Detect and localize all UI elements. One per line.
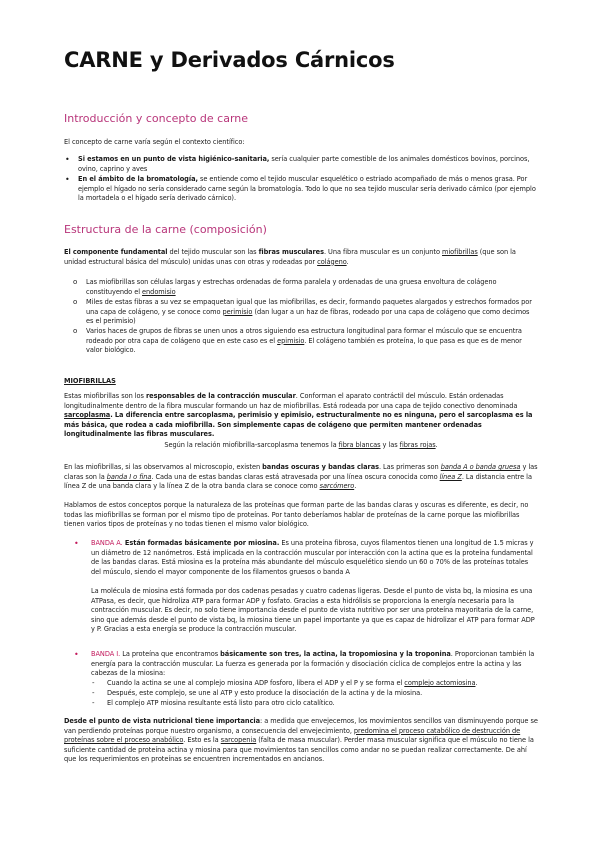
heading-introduccion: Introducción y concepto de carne xyxy=(64,112,249,125)
bullet-icon: • xyxy=(65,175,70,184)
circle-bullet-icon: o xyxy=(73,327,78,335)
subitem-ciclo: El complejo ATP miosina resultante está listo para otro ciclo catalítico. xyxy=(107,699,335,707)
item-banda-a: BANDA A. Están formadas básicamente por miosina. Es una proteína fibrosa, cuyos filamentos tienen una longitud de 1.5 micras y un diámetro de 12 nanómetros. Está implicada en la contracción muscular por interacción con la actina que es la proteína fundamental de las bandas claras. Está miosina es la proteína más abundante del músculo esquelético siendo un 60 o 70% de las proteínas totales del músculo, siendo el mayor componente de los filamentos gruesos o banda A xyxy=(91,539,534,576)
paragraph-nutricional: Desde el punto de vista nutricional tiene importancia: a medida que envejecemos, los movimientos sencillos van disminuyendo porque se van perdiendo proteínas porque nuestro organismo, a consecuencia del envejecimiento, predomina el proceso catabólico de destrucción de proteínas sobre el proceso anabólico. Esto es la sarcopenia (falta de masa muscular). Perder masa muscular significa que el músculo no tiene la suficiente cantidad de proteína actina y miosina para que movimientos tan sencillos como andar no se puedan realizar correctamente. De ahí que los requerimientos en proteínas se encuentren incrementados en ancianos. xyxy=(64,717,538,764)
paragraph-fibras-tipos: Según la relación miofibrilla-sarcoplasma tenemos la fibra blancas y las fibras rojas. xyxy=(164,441,438,449)
paragraph-proteinas: Hablamos de estos conceptos porque la naturaleza de las proteínas que forman parte de las bandas claras y oscuras es diferente, es decir, no todas las miofibrillas se forman por el mismo tipo de proteínas. Por tanto deberíamos hablar de proteínas de la carne porque las miofibrillas tienen varios tipos de proteínas y no todas tienen el mismo valor biológico. xyxy=(64,501,529,529)
dash-bullet-icon: - xyxy=(92,679,95,687)
bullet-bromatologia: En el ámbito de la bromatología, se entiende como el tejido muscular esquelético o estriado acompañado de más o menos grasa. Por ejemplo el hígado no sería considerado carne según la bromatología. Todo lo que no sea tejido muscular sería derivado cárnico (por ejemplo la mortadela o el hígado sería derivado cárnico). xyxy=(78,175,536,203)
dash-bullet-icon: - xyxy=(92,699,95,707)
circle-bullet-icon: o xyxy=(73,278,78,286)
subitem-epimisio: Varios haces de grupos de fibras se unen unos a otros siguiendo esa estructura longitudinal para formar el músculo que se encuentra rodeado por otra capa de colágeno que en este caso es el epimisio. El colágeno también es proteína, lo que pasa es que es de menor valor biológico. xyxy=(86,327,522,355)
heading-estructura: Estructura de la carne (composición) xyxy=(64,223,267,236)
bullet-higienico: Si estamos en un punto de vista higiénico-sanitaria, sería cualquier parte comestible de los animales domésticos bovinos, porcinos, ovino, caprino y aves xyxy=(78,155,530,173)
intro-text: El concepto de carne varía según el contexto científico: xyxy=(64,138,245,146)
dash-bullet-icon: - xyxy=(92,689,95,697)
paragraph-componente: El componente fundamental del tejido muscular son las fibras musculares. Una fibra muscular es un conjunto miofibrillas (que son la unidad estructural básica del músculo) unidas unas con otras y rodeadas por colágeno. xyxy=(64,248,516,266)
circle-bullet-icon: o xyxy=(73,298,78,306)
paragraph-miosina: La molécula de miosina está formada por dos cadenas pesadas y cuatro cadenas ligeras. Desde el punto de vista bq, la miosina es una ATPasa, es decir, que hidroliza ATP para formar ADP y fosfato. Gracias a esta hidrólisis se proporciona la energía necesaria para la contracción muscular. Es decir, no solo tiene importancia desde el punto de vista nutritivo por ser una proteína mayoritaria de la carne, sino que además desde el punto de vista bq, la miosina tiene un papel importante ya que es capaz de hidrolizar el ATP para formar ADP y P. Gracias a esta energía se produce la contracción muscular. xyxy=(91,587,535,634)
subitem-endomisio: Las miofibrillas son células largas y estrechas ordenadas de forma paralela y ordenadas de una gruesa envoltura de colágeno constituyendo el endomisio xyxy=(86,278,497,296)
document-title: CARNE y Derivados Cárnicos xyxy=(64,48,395,72)
paragraph-miofibrillas: Estas miofibrillas son los responsables de la contracción muscular. Conforman el aparato contráctil del músculo. Están ordenadas longitudinalmente dentro de la fibra muscular formando un haz de miofibrillas. Está rodeada por una capa de tejido conectivo denominada sarcoplasma. La diferencia entre sarcoplasma, perimisio y epimisio, estructuralmente no es ninguna, pero el sarcoplasma es la más básica, que rodea a cada miofibrilla. Son simplemente capas de colágeno que permiten mantener ordenadas longitudinalmente las fibras musculares. xyxy=(64,392,533,439)
subitem-perimisio: Miles de estas fibras a su vez se empaquetan igual que las miofibrillas, es decir, formando paquetes alargados y estrechos formados por una capa de colágeno, y se conoce como perimisio (dan lugar a un haz de fibras, rodeado por una capa de colágeno que como decimos es el perimisio) xyxy=(86,298,532,326)
bullet-icon: • xyxy=(65,155,70,164)
item-banda-i: BANDA I. La proteína que encontramos básicamente son tres, la actina, la tropomiosina y la troponina. Proporcionan también la energía para la contracción muscular. La fuerza es generada por la formación y disociación cíclica de complejos entre la actina y las cabezas de la miosina: xyxy=(91,650,535,678)
subitem-disociacion: Después, este complejo, se une al ATP y esto produce la disociación de la actina y de la miosina. xyxy=(107,689,423,697)
bullet-icon: • xyxy=(74,650,79,659)
bullet-icon: • xyxy=(74,539,79,548)
subitem-actina-union: Cuando la actina se une al complejo miosina ADP fosforo, libera el ADP y el P y se forma el complejo actomiosina. xyxy=(107,679,478,687)
paragraph-bandas: En las miofibrillas, si las observamos al microscopio, existen bandas oscuras y bandas claras. Las primeras son banda A o banda gruesa y las claras son la banda I o fina. Cada una de estas bandas claras está atravesada por una línea oscura conocida como línea Z. La distancia entre la línea Z de una banda clara y la línea Z de la otra banda clara se conoce como sarcómero. xyxy=(64,463,538,491)
heading-miofibrillas: MIOFIBRILLAS xyxy=(64,377,116,385)
